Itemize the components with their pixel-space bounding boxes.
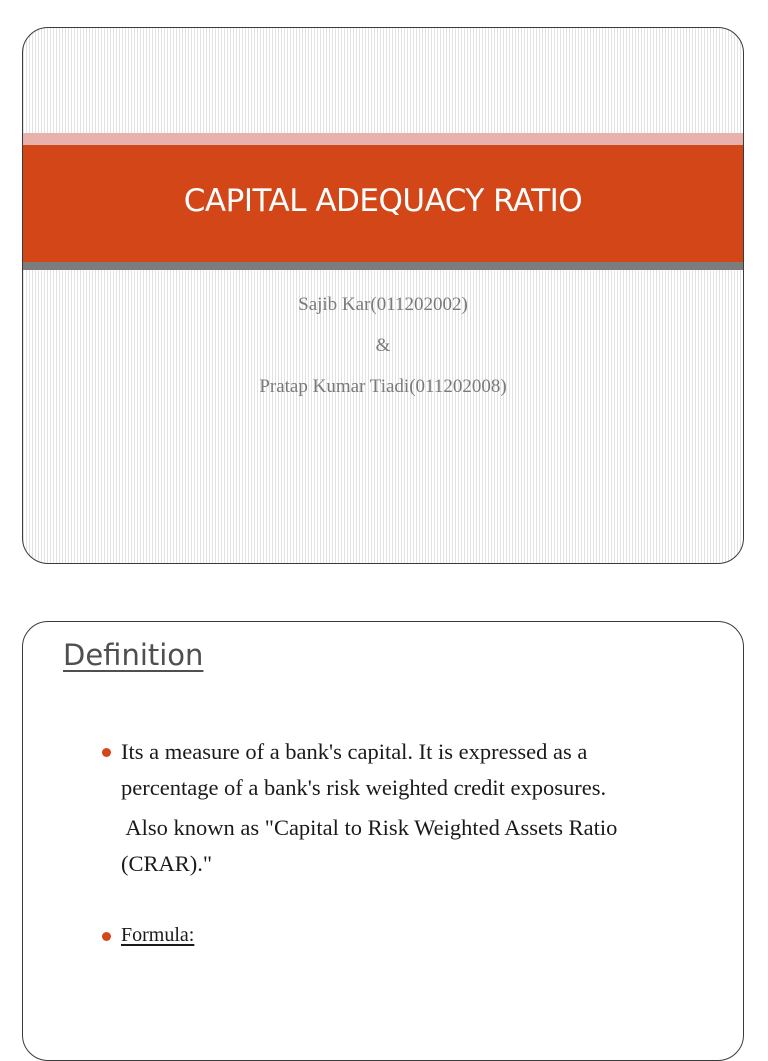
definition-slide xyxy=(22,621,744,1061)
definition-line-2: percentage of a bank's risk weighted credit exposures. xyxy=(121,775,607,800)
title-banner xyxy=(23,145,743,262)
bullet-dot-icon xyxy=(102,748,111,757)
bullet-dot-icon xyxy=(102,932,111,941)
definition-line-3: Also known as "Capital to Risk Weighted Assets Ratio xyxy=(121,815,618,840)
author-separator: & xyxy=(375,335,391,356)
title-pink-band xyxy=(23,133,743,145)
definition-heading: Definition xyxy=(63,638,204,672)
title-slide xyxy=(22,27,744,564)
author-1: Sajib Kar(011202002) xyxy=(298,294,468,315)
slide-title: CAPITAL ADEQUACY RATIO xyxy=(183,183,583,219)
definition-line-1: Its a measure of a bank's capital. It is expressed as a xyxy=(121,739,588,764)
title-gray-band xyxy=(23,262,743,270)
authors-block xyxy=(23,284,743,407)
formula-label: Formula: xyxy=(121,924,195,946)
definition-line-4: (CRAR)." xyxy=(121,851,213,876)
author-2: Pratap Kumar Tiadi(011202008) xyxy=(259,376,507,397)
